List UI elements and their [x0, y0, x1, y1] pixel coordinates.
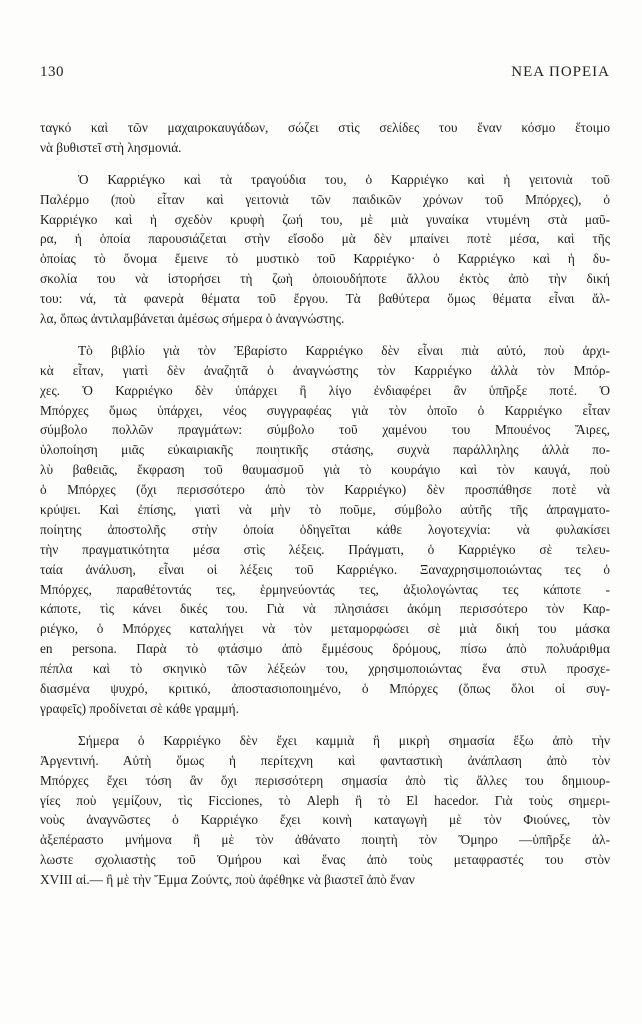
text-line: σκολία του νὰ ἱστορήσει τὴ ζωὴ ὁποιουδήποτε ἄλλου ἐκτὸς ἀπὸ τὴν δική — [40, 271, 610, 287]
body-text — [40, 118, 610, 890]
text-line: κὰ εἶταν, γιατὶ δὲν ἀναζητᾶ ὁ ἀναγνώστης τὸν Καρριέγκο ἀλλὰ τὸν Μπόρ- — [40, 362, 610, 378]
text-line: πέπλα καὶ τὸ σκηνικὸ τῶν λέξεών του, χρησιμοποιώντας ἕνα στυλ προσχε- — [40, 661, 610, 677]
text-line: ταγκό καὶ τῶν μαχαιροκαυγάδων, σώζει στὶς σελίδες του ἕναν κόσμο ἕτοιμο — [40, 120, 610, 135]
text-line: ρα, ἡ ὁποία παρουσιάζεται στὴν εἴσοδο μὰ δὲν μπαίνει ποτὲ μέσα, καὶ τῆς — [40, 231, 610, 247]
text-line: Ὁ Καρριέγκο καὶ τὰ τραγούδια του, ὁ Καρριέγκο καὶ ἡ γειτονιὰ τοῦ — [78, 171, 610, 187]
page-number: 130 — [40, 64, 64, 80]
text-line: διασμένα ψυχρό, κριτικό, ἀποστασιοποιημένο, ὁ Μπόρχες (ὅπως ὅλοι οἱ συγ- — [40, 681, 610, 697]
paragraph — [40, 118, 610, 158]
text-line: νοὺς ἀναγνῶστες ὁ Καρριέγκο ἔχει κοινὴ καταγωγὴ μὲ τὸν Φιούνες, τὸν — [40, 812, 610, 828]
running-header — [40, 64, 610, 81]
text-line: κρύψει. Καὶ ἐπίσης, γιατὶ νὰ μὴν τὸ ποῦμε, σύμβολο αὐτῆς τῆς ἀπραγματο- — [40, 502, 610, 518]
text-line: Μπόρχες, παραθέτοντάς τες, ἑρμηνεύοντάς τες, ἀξιολογώντας τες κάποτε - — [40, 581, 610, 597]
text-line: ποίητης ἀποστολῆς στὴν ὁποία ὁδηγεῖται κάθε λογοτεχνία: νὰ φυλακίσει — [40, 521, 610, 537]
text-line: ριέγκο, ὁ Μπόρχες καταλήγει νὰ τὸν μεταμορφώσει σὲ μιὰ δική του μάσκα — [40, 621, 610, 637]
text-line: Ἀργεντινή. Αὐτὴ ὅμως ἡ περίτεχνη καὶ φανταστικὴ ἀνάπλαση ἀπὸ τὸν — [40, 752, 610, 768]
paragraph — [40, 170, 610, 329]
text-line: ὑλοποίηση μιᾶς εὐκαιριακῆς ποιητικῆς στάσης, συχνὰ παράλληλης ἀλλὰ πο- — [40, 442, 610, 458]
paragraph — [40, 341, 610, 719]
text-line: ἀξεπέραστο μνήμονα ἢ μὲ τὸν ἀθάνατο ποιητὴ τὸν Ὅμηρο —ὑπῆρξε ἀλ- — [40, 832, 610, 848]
text-line: λα, ὅπως ἀντιλαμβάνεται ἀμέσως σήμερα ὁ ἀναγνώστης. — [40, 311, 345, 327]
text-line: γίες ποὺ γεμίζουν, τὶς Ficciones, τὸ Aleph ἢ τὸ El hacedor. Γιὰ τοὺς σημερι- — [40, 792, 610, 808]
text-line: γραφεῖς) προδίνεται σὲ κάθε γραμμή. — [40, 700, 239, 716]
text-line: ὁ Μπόρχες (ὄχι περισσότερο ἀπὸ τὸν Καρριέγκο) δὲν προσπάθησε ποτὲ νὰ — [40, 482, 610, 498]
text-line: Μπόρχες ὅμως ὑπάρχει, νέος συγγραφέας γιὰ τὸν ὁποῖο ὁ Καρριέγκο εἶταν — [40, 402, 610, 418]
text-line: του: νά, τὰ φανερὰ θέματα τοῦ ἔργου. Τὰ βαθύτερα ὅμως θέματα εἶναι ἄλ- — [40, 291, 610, 307]
text-line: Μπόρχες ἔχει τόση ἂν ὄχι περισσότερη σημασία ἀπὸ τὶς ἄλλες του δημιουρ- — [40, 772, 610, 788]
text-line: λὺ βαθειᾶς, ἔκφραση τοῦ θαυμασμοῦ γιὰ τὸ κουράγιο καὶ τὸν καυγά, ποὺ — [40, 462, 610, 478]
text-line: σύμβολο πολλῶν πραγμάτων: σύμβολο τοῦ χαμένου του Μπουένος Ἄιρες, — [40, 422, 610, 438]
text-line: XVIII αἰ.— ἢ μὲ τὴν Ἔμμα Ζούντς, ποὺ ἀφέθηκε νὰ βιαστεῖ ἀπὸ ἕναν — [40, 872, 415, 888]
text-line: ὁποίας τὸ ὄνομα ἔμεινε τὸ μυστικὸ τοῦ Καρριέγκο· ὁ Καρριέγκο καὶ ἡ δυ- — [40, 251, 610, 267]
text-line: Σήμερα ὁ Καρριέγκο δὲν ἔχει καμμιὰ ἢ μικρὴ σημασία ἔξω ἀπὸ τὴν — [78, 732, 610, 748]
journal-title: ΝΕΑ ΠΟΡΕΙΑ — [511, 64, 610, 80]
paragraph — [40, 731, 610, 890]
text-line: νὰ βυθιστεῖ στὴ λησμονιά. — [40, 139, 182, 155]
text-line: τὴν πραγματικότητα μέσα στὶς λέξεις. Πράγματι, ὁ Καρριέγκο σὲ τελευ- — [40, 541, 610, 557]
text-line: Τὸ βιβλίο γιὰ τὸν Ἐβαρίστο Καρριέγκο δὲν εἶναι πιὰ αὐτό, ποὺ ἀρχι- — [78, 342, 610, 358]
text-line: Καρριέγκο καὶ ἡ σχεδὸν κρυφὴ ζωή του, μὲ μιὰ γυναίκα ντυμένη στὰ μαῦ- — [40, 211, 610, 227]
text-line: Παλέρμο (ποὺ εἶταν καὶ γειτονιὰ τῶν παιδικῶν χρόνων τοῦ Μπόρχες), ὁ — [40, 191, 610, 207]
text-line: ταία ἀνάλυση, εἶναι οἱ λέξεις τοῦ Καρριέγκο. Ξαναχρησιμοποιώντας τες ὁ — [40, 561, 610, 577]
text-line: en persona. Παρὰ τὸ φτάσιμο ἀπὸ ἔμμέσους δρόμους, πίσω ἀπὸ πολυάριθμα — [40, 641, 610, 657]
text-line: κάποτε, τὶς κάνει δικές του. Γιὰ νὰ πλησιάσει ἀκόμη περισσότερο τὸν Καρ- — [40, 601, 610, 617]
text-line: λωστε σχολιαστὴς τοῦ Ὁμήρου καὶ ἕνας ἀπὸ τοὺς μεταφραστές του στὸν — [40, 852, 610, 868]
text-line: χες. Ὁ Καρριέγκο δὲν ὑπάρχει ἢ λίγο ἐνδιαφέρει ἂν ὑπῆρξε ποτέ. Ὁ — [40, 382, 610, 398]
